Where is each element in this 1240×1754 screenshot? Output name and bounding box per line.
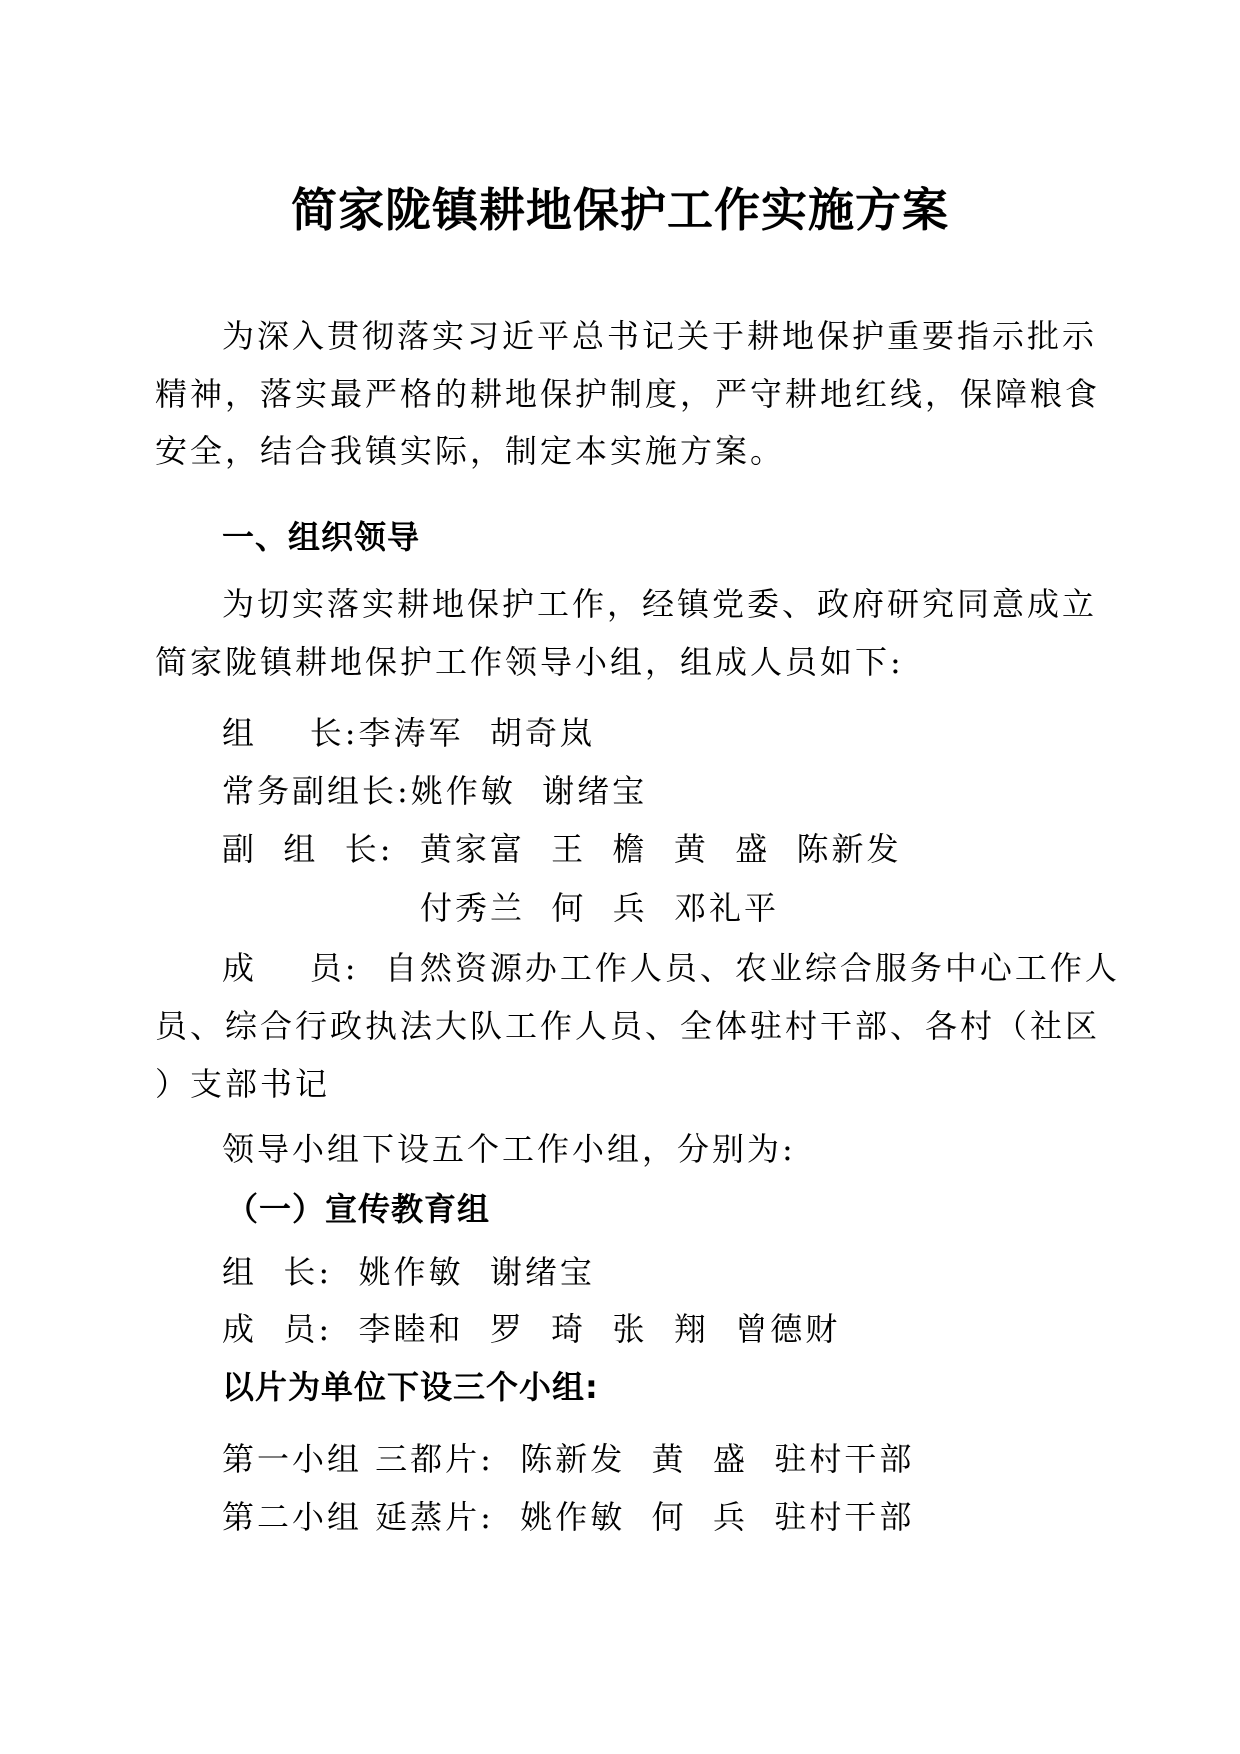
deputy-line-continued: 付秀兰 何 兵 邓礼平 [420, 889, 780, 927]
deputy-line: 副 组 长: 黄家富 王 檐 黄 盛 陈新发 [222, 830, 902, 868]
members-line-3: ）支部书记 [155, 1065, 331, 1103]
team1-line: 第一小组 三都片: 陈新发 黄 盛 驻村干部 [222, 1440, 915, 1478]
document-title: 简家陇镇耕地保护工作实施方案 [291, 183, 949, 237]
group1-heading: （一）宣传教育组 [226, 1190, 491, 1228]
section1-heading: 一、组织领导 [222, 518, 421, 556]
section1-para-line-2: 简家陇镇耕地保护工作领导小组，组成人员如下: [155, 643, 904, 681]
section1-para-line-1: 为切实落实耕地保护工作，经镇党委、政府研究同意成立 [222, 585, 1098, 623]
team2-line: 第二小组 延蒸片: 姚作敏 何 兵 驻村干部 [222, 1498, 915, 1536]
members-line-1: 成 员: 自然资源办工作人员、农业综合服务中心工作人 [222, 949, 1120, 987]
leader-line: 组 长:李涛军 胡奇岚 [222, 714, 595, 752]
intro-line-3: 安全，结合我镇实际，制定本实施方案。 [155, 432, 786, 470]
members-line-2: 员、综合行政执法大队工作人员、全体驻村干部、各村（社区 [155, 1007, 1101, 1045]
subgroups-intro: 领导小组下设五个工作小组，分别为: [222, 1130, 796, 1168]
group1-members: 成 员: 李睦和 罗 琦 张 翔 曾德财 [222, 1310, 841, 1348]
group1-leader: 组 长: 姚作敏 谢绪宝 [222, 1253, 595, 1291]
exec-deputy-line: 常务副组长:姚作敏 谢绪宝 [222, 772, 648, 810]
sub-heading: 以片为单位下设三个小组: [222, 1368, 599, 1406]
intro-line-1: 为深入贯彻落实习近平总书记关于耕地保护重要指示批示 [222, 317, 1098, 355]
intro-line-2: 精神，落实最严格的耕地保护制度，严守耕地红线，保障粮食 [155, 375, 1101, 413]
